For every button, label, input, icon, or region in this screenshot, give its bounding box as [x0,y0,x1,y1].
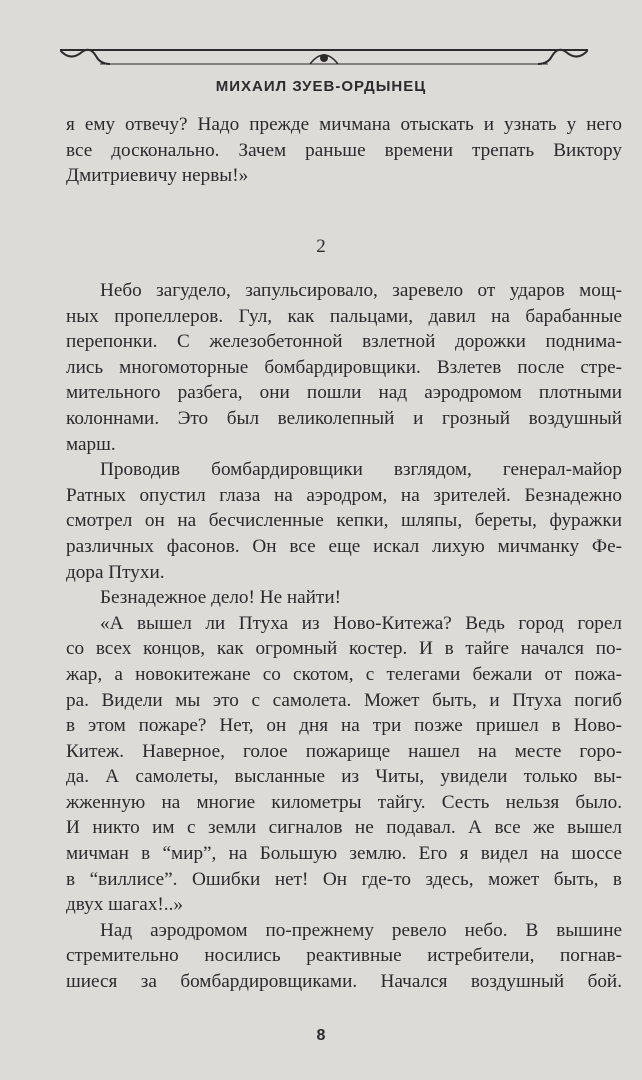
text-line: мичман в “мир”, на Большую землю. Его я видел на шоссе [66,843,622,865]
section-number: 2 [316,236,326,257]
text-line: колоннами. Это был великолепный и грозный воздушный [66,407,622,429]
text-line: смотрел он на бесчисленные кепки, шляпы, береты, фуражки [66,510,622,532]
text-line: лись многомоторные бомбардировщики. Взлетев после стре- [66,356,622,378]
text-line: да. А самолеты, высланные из Читы, увидели только вы- [66,766,622,788]
text-line: ра. Видели мы это с самолета. Может быть, и Птуха погиб [66,689,622,711]
text-line: я ему отвечу? Надо прежде мичмана отыскать и узнать у него [66,114,622,135]
text-line: Китеж. Наверное, голое пожарище нашел на месте горо- [66,740,622,762]
text-line: в “виллисе”. Ошибки нет! Он где-то здесь, может быть, в [66,868,622,890]
main-text [66,278,622,995]
text-line: все досконально. Зачем раньше времени трепать Виктору [66,139,622,161]
text-line: двух шагах!..» [66,894,183,916]
text-line: дора Птухи. [66,561,165,583]
text-line: марш. [66,433,116,455]
text-line: со всех концов, как огромный костер. И в тайге начался по- [66,638,622,660]
text-line: перепонки. С железобетонной взлетной дорожки поднима- [66,331,622,353]
text-line: мительного разбега, они пошли над аэродромом плотными [66,382,622,404]
text-line: в этом пожаре? Нет, он дня на три позже пришел в Ново- [66,715,622,737]
text-line: жженную на многие километры тайгу. Сесть нельзя было. [66,791,622,813]
text-line: различных фасонов. Он все еще искал лихую мичманку Фе- [66,535,622,557]
text-line: Над аэродромом по-прежнему ревело небо. В вышине [100,919,622,941]
text-line: «А вышел ли Птуха из Ново-Китежа? Ведь город горел [100,612,622,634]
text-line: Безнадежное дело! Не найти! [100,587,341,609]
text-line: жар, а новокитежане со скотом, с телегами бежали от пожа- [66,663,622,685]
header-ornament [60,40,588,76]
text-line: шиеся за бомбардировщиками. Начался воздушный бой. [66,971,622,993]
text-line: Проводив бомбардировщики взглядом, генерал-майор [100,459,622,481]
text-line: стремительно носились реактивные истребители, погнав- [66,945,622,967]
page-number: 8 [316,1027,326,1044]
text-line: ных пропеллеров. Гул, как пальцами, давил на барабанные [66,305,622,327]
text-line: И никто им с земли сигналов не подавал. А все же вышел [66,817,622,839]
text-line: Небо загудело, запульсировало, заревело от ударов мощ- [100,280,622,301]
text-line: Ратных опустил глаза на аэродром, на зрителей. Безнадежно [66,484,622,506]
running-head: МИХАИЛ ЗУЕВ-ОРДЫНЕЦ [215,78,427,95]
text-before-section [66,112,622,189]
text-line: Дмитриевичу нервы!» [66,165,249,187]
